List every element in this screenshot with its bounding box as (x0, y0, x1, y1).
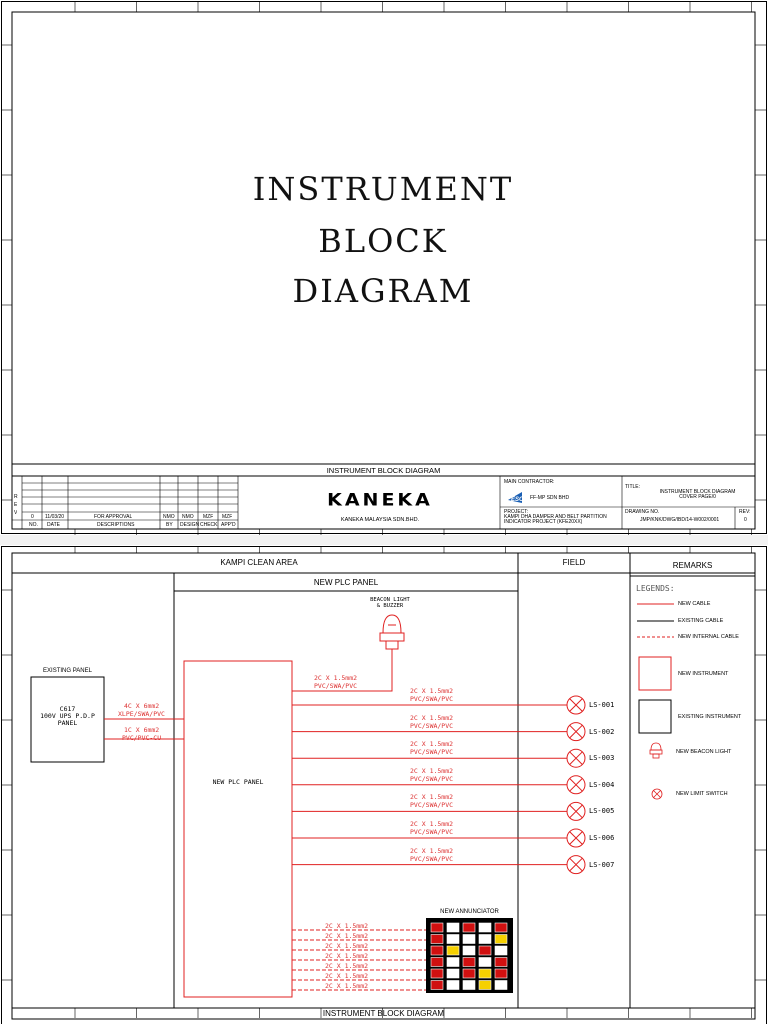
main-contractor-label: MAIN CONTRACTOR: (504, 479, 555, 485)
legend-existing-instrument: EXISTING INSTRUMENT (678, 714, 742, 720)
rev-row-by: NMO (163, 514, 175, 520)
rev-header-date: DATE (47, 522, 60, 528)
annunciator-label: NEW ANNUNCIATOR (440, 909, 499, 915)
existing-panel-label: EXISTING PANEL (43, 668, 92, 674)
annunciator-window (447, 935, 459, 944)
annunciator-window (431, 923, 443, 932)
legend-existing-instrument-symbol (639, 700, 671, 733)
ls-cable-type: PVC/SWA/PVC (410, 774, 454, 783)
annunciator-window (479, 969, 491, 978)
rev-row-description: FOR APPROVAL (94, 514, 133, 520)
annunciator-window (495, 981, 507, 990)
annunciator-window (463, 981, 475, 990)
rev-header-appd: APP'D (221, 522, 236, 528)
legends-title: LEGENDS: (636, 584, 675, 593)
ls-cable-type: PVC/SWA/PVC (410, 854, 454, 863)
client-name: KANEKA MALAYSIA SDN.BHD. (340, 517, 420, 523)
ls-cable-type: PVC/SWA/PVC (410, 801, 454, 810)
limit-switch-tag: LS-005 (589, 807, 615, 816)
rev-header-by: BY (166, 522, 173, 528)
rev-row-date: 11/03/20 (45, 514, 65, 520)
annunciator-window (495, 969, 507, 978)
annunciator-cable-size: 2C X 1.5mm2 (325, 922, 369, 930)
annunciator-cable-size: 2C X 1.5mm2 (325, 972, 369, 980)
limit-switch-icon (567, 749, 585, 767)
annunciator-window (479, 981, 491, 990)
header-new-plc-panel: NEW PLC PANEL (313, 578, 379, 587)
annunciator-window (447, 981, 459, 990)
bottom-title: INSTRUMENT BLOCK DIAGRAM (322, 1009, 445, 1018)
ls-cable-type: PVC/SWA/PVC (410, 828, 454, 836)
annunciator-window (431, 969, 443, 978)
annunciator-window (479, 935, 491, 944)
annunciator-window (431, 935, 443, 944)
annunciator-cable-size: 2C X 1.5mm2 (325, 932, 369, 940)
legend-new-cable: NEW CABLE (678, 601, 711, 607)
rev-letter-v: V (14, 510, 18, 516)
annunciator-window (447, 958, 459, 967)
rev-header-design: DESIGN (180, 522, 200, 528)
rev-row-appd: MZF (222, 514, 233, 520)
ls-cable-size: 2C X 1.5mm2 (410, 820, 454, 828)
limit-switch-tag: LS-003 (589, 754, 615, 763)
header-remarks: REMARKS (672, 561, 713, 570)
annunciator-cable-size: 2C X 1.5mm2 (325, 982, 369, 990)
annunciator-cable-size: 2C X 1.5mm2 (325, 962, 369, 970)
annunciator-window (447, 969, 459, 978)
rev-letter-e: E (14, 502, 18, 508)
ls-cable-type: PVC/SWA/PVC (410, 695, 454, 703)
beacon-cable-size: 2C X 1.5mm2 (314, 674, 358, 682)
annunciator-window (479, 946, 491, 955)
limit-switch-icon (567, 723, 585, 741)
ls-cable-type: PVC/SWA/PVC (410, 748, 454, 757)
rev-row-check: MZF (203, 514, 214, 520)
rev-header-check: CHECK (200, 522, 218, 528)
legend-new-beacon-light: NEW BEACON LIGHT (676, 749, 732, 755)
annunciator-window (479, 923, 491, 932)
annunciator-window (463, 969, 475, 978)
page-gap (0, 535, 768, 545)
supply-cable-1-type: XLPE/SWA/PVC (118, 710, 165, 718)
limit-switch-tag: LS-002 (589, 727, 615, 736)
legend-new-instrument-symbol (639, 657, 671, 690)
limit-switch-icon (567, 696, 585, 714)
limit-switch-tag: LS-006 (589, 834, 615, 842)
cover-title-line-1: INSTRUMENT (252, 170, 514, 208)
annunciator-window (431, 981, 443, 990)
annunciator-window (463, 935, 475, 944)
annunciator-cable-size: 2C X 1.5mm2 (325, 952, 369, 960)
rev-header-description: DESCRIPTIONS (97, 522, 135, 528)
supply-cable-2-type: PVC/PVC-CU (122, 734, 162, 742)
ls-cable-size: 2C X 1.5mm2 (410, 846, 454, 855)
annunciator-cable-size: 2C X 1.5mm2 (325, 942, 369, 950)
svg-text:ESC: ESC (511, 497, 524, 503)
annunciator-window (495, 923, 507, 932)
plc-panel-box (184, 661, 292, 997)
block-diagram-sheet (0, 545, 768, 1024)
existing-panel-line-2: 100V UPS P.D.P (40, 712, 95, 720)
beacon-light-icon (380, 615, 404, 649)
diagram-frame (0, 545, 768, 1024)
client-logo: KANEKA (327, 490, 433, 510)
limit-switch-tag: LS-004 (589, 780, 615, 789)
cover-title-line-3: DIAGRAM (292, 272, 474, 310)
legend-beacon-icon (650, 743, 662, 758)
header-kampi-clean-area: KAMPI CLEAN AREA (220, 558, 298, 567)
supply-cable-1-size: 4C X 6mm2 (124, 702, 160, 710)
beacon-label-2: & BUZZER (376, 603, 404, 609)
contractor-name: FF-MP SDN BHD (530, 495, 570, 501)
contractor-logo (508, 492, 524, 503)
legend-limit-switch-icon (652, 789, 662, 799)
cover-title-line-2: BLOCK (318, 222, 448, 260)
beacon-label-1: BEACON LIGHT (370, 597, 410, 603)
annunciator-window (495, 935, 507, 944)
plc-panel-label: NEW PLC PANEL (212, 778, 264, 786)
drawing-no-label: DRAWING NO. (625, 509, 660, 515)
drawing-no: JMP/KNK/DWG/IBD/14-W002/0001 (640, 517, 720, 523)
beacon-cable-type: PVC/SWA/PVC (314, 682, 358, 690)
limit-switch-icon (567, 776, 585, 794)
annunciator-window (431, 958, 443, 967)
ls-cable-size: 2C X 1.5mm2 (410, 740, 454, 749)
annunciator-window (463, 946, 475, 955)
rev-header-no: NO. (29, 522, 38, 528)
limit-switch-tag: LS-007 (589, 860, 615, 869)
project-line-1: KAMPI DHA DAMPER AND BELT PARTITION (504, 514, 607, 520)
annunciator-window (431, 946, 443, 955)
annunciator-window (447, 923, 459, 932)
rev-value: 0 (744, 517, 747, 523)
limit-switch-icon (567, 829, 585, 847)
ls-cable-size: 2C X 1.5mm2 (410, 793, 454, 802)
legend-new-instrument: NEW INSTRUMENT (678, 671, 729, 677)
strip-title: INSTRUMENT BLOCK DIAGRAM (326, 466, 441, 475)
title-line-2: COVER PAGE/0 (679, 494, 716, 500)
ls-cable-size: 2C X 1.5mm2 (410, 713, 454, 722)
project-line-2: INDICATOR PROJECT (KFE20XX) (504, 519, 583, 525)
project-label: PROJECT: (504, 509, 529, 515)
annunciator-window (447, 946, 459, 955)
limit-switch-icon (567, 802, 585, 820)
legend-new-internal-cable: NEW INTERNAL CABLE (678, 634, 739, 640)
header-field: FIELD (562, 558, 586, 567)
rev-row-no: 0 (31, 514, 34, 520)
ls-cable-type: PVC/SWA/PVC (410, 721, 454, 730)
title-label: TITLE: (625, 484, 641, 490)
ls-cable-size: 2C X 1.5mm2 (410, 687, 454, 695)
annunciator-window (463, 958, 475, 967)
existing-panel-line-1: C617 (59, 705, 76, 713)
title-line-1: INSTRUMENT BLOCK DIAGRAM (659, 489, 736, 495)
annunciator-window (463, 923, 475, 932)
annunciator-window (479, 958, 491, 967)
limit-switch-icon (567, 856, 585, 874)
limit-switch-tag: LS-001 (589, 701, 615, 709)
existing-panel-line-3: PANEL (57, 719, 78, 727)
rev-row-design: NMO (182, 514, 194, 520)
legend-new-limit-switch: NEW LIMIT SWITCH (676, 791, 728, 797)
annunciator-window (495, 958, 507, 967)
rev-letter-r: R (14, 494, 18, 500)
ls-cable-size: 2C X 1.5mm2 (410, 766, 454, 775)
legend-existing-cable: EXISTING CABLE (678, 618, 724, 624)
supply-cable-2-size: 1C X 6mm2 (124, 726, 160, 734)
rev-label: REV: (739, 509, 751, 515)
annunciator-window (495, 946, 507, 955)
